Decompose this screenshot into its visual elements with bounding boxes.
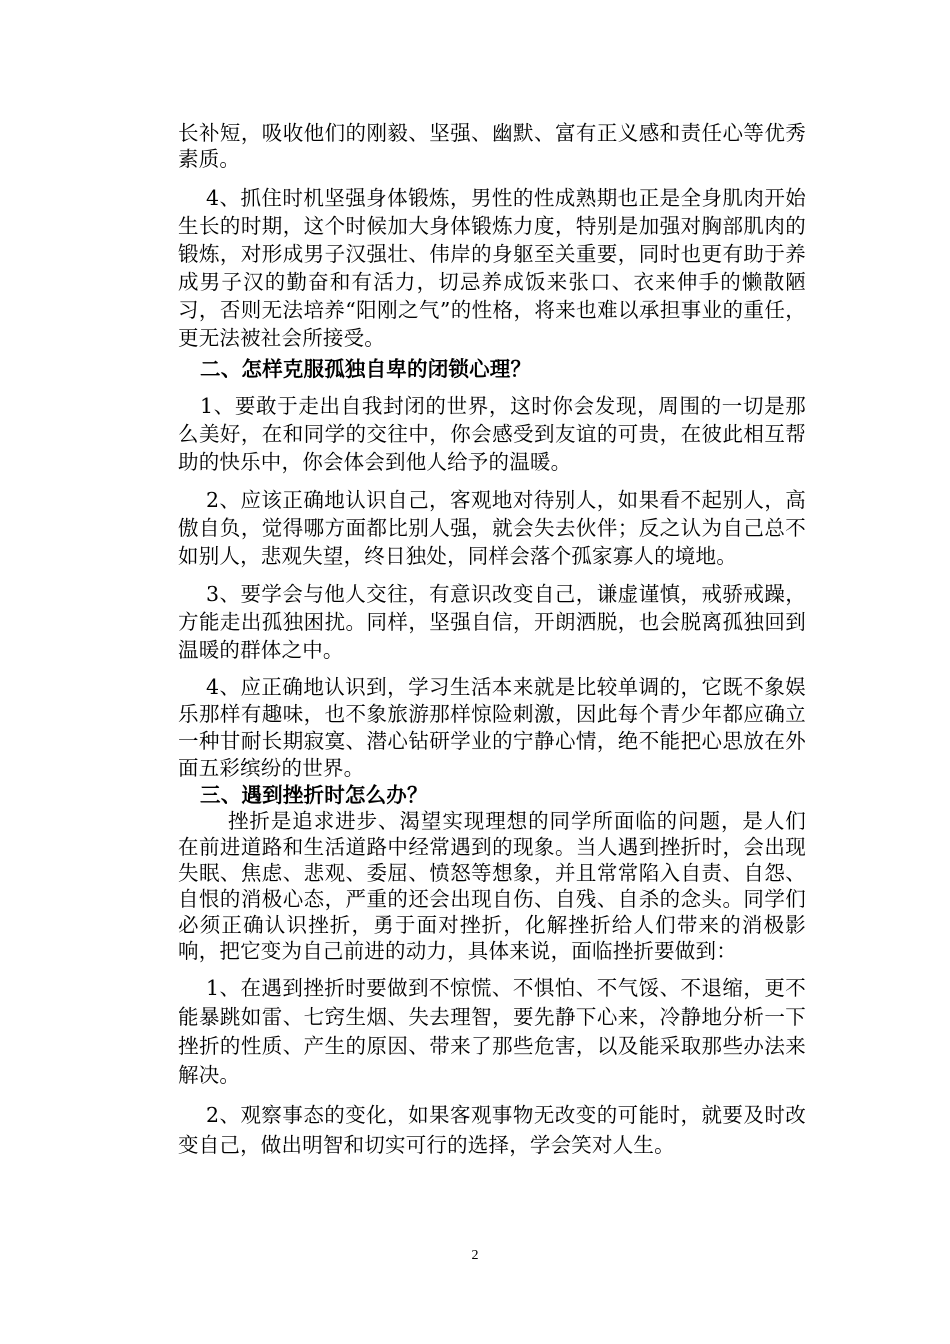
paragraph-item-4-exercise: 4、抓住时机坚强身体锻炼，男性的性成熟期也正是全身肌肉开始生长的时期，这个时候加大身体锻炼力度，特别是加强对胸部肌肉的锻炼，对形成男子汉强壮、伟岸的身躯至关重要，同时也更有助于养成男子汉的勤奋和有活力，切忌养成饭来张口、衣来伸手的懒散陋习，否则无法培养“阳刚之气”的性格，将来也难以承担事业的重任，更无法被社会所接受。: [178, 186, 806, 350]
paragraph-continuation: 长补短，吸收他们的刚毅、坚强、幽默、富有正义感和责任心等优秀素质。: [178, 121, 806, 171]
page-number: 2: [471, 1248, 479, 1263]
page-body: [178, 120, 806, 1160]
paragraph-setback-item-2: 2、观察事态的变化，如果客观事物无改变的可能时，就要及时改变自己，做出明智和切实可行的选择，学会笑对人生。: [178, 1103, 806, 1157]
section-heading-2: 二、怎样克服孤独自卑的闭锁心理？: [200, 357, 532, 381]
paragraph-item-3-socialize: 3、要学会与他人交往，有意识改变自己，谦虚谨慎，戒骄戒躁，方能走出孤独困扰。同样，坚强自信，开朗洒脱，也会脱离孤独回到温暖的群体之中。: [178, 582, 806, 662]
section-heading-3: 三、遇到挫折时怎么办？: [200, 783, 428, 807]
paragraph-item-1-open-up: 1、要敢于走出自我封闭的世界，这时你会发现，周围的一切是那么美好，在和同学的交往中，你会感受到友谊的可贵，在彼此相互帮助的快乐中，你会体会到他人给予的温暖。: [178, 394, 806, 474]
paragraph-setback-intro: 挫折是追求进步、渴望实现理想的同学所面临的问题，是人们在前进道路和生活道路中经常遇到的现象。当人遇到挫折时，会出现失眠、焦虑、悲观、委屈、愤怒等想象，并且常常陷入自责、自怨、自恨的消极心态，严重的还会出现自伤、自残、自杀的念头。同学们必须正确认识挫折，勇于面对挫折，化解挫折给人们带来的消极影响，把它变为自己前进的动力，具体来说，面临挫折要做到：: [178, 809, 806, 963]
paragraph-item-2-self-awareness: 2、应该正确地认识自己，客观地对待别人，如果看不起别人，高傲自负，觉得哪方面都比别人强，就会失去伙伴；反之认为自己总不如别人，悲观失望，终日独处，同样会落个孤家寡人的境地。: [178, 488, 806, 568]
paragraph-item-4-study-life: 4、应正确地认识到，学习生活本来就是比较单调的，它既不象娱乐那样有趣味，也不象旅游那样惊险刺激，因此每个青少年都应确立一种甘耐长期寂寞、潜心钻研学业的宁静心情，绝不能把心思放在外面五彩缤纷的世界。: [178, 675, 806, 780]
paragraph-setback-item-1: 1、在遇到挫折时要做到不惊慌、不惧怕、不气馁、不退缩，更不能暴跳如雷、七窍生烟、失去理智，要先静下心来，冷静地分析一下挫折的性质、产生的原因、带来了那些危害，以及能采取那些办法来解决。: [178, 976, 806, 1087]
